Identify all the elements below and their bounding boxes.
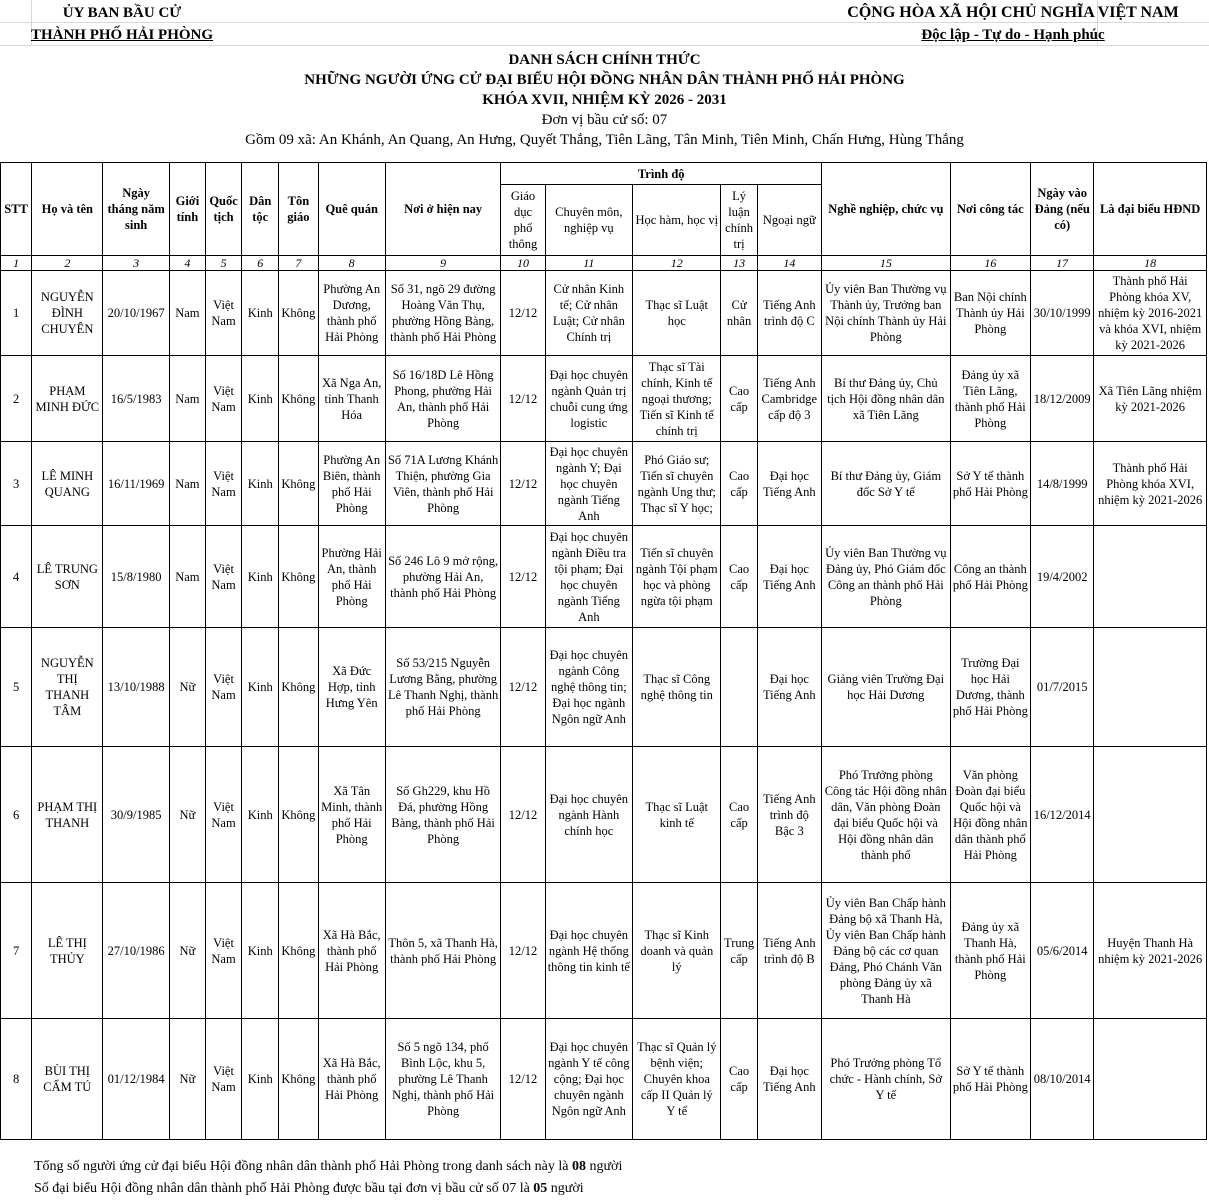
cell-residence: Số 246 Lô 9 mở rộng, phường Hải An, thành phố Hải Phòng [385, 526, 501, 628]
cell-dob: 15/8/1980 [103, 526, 169, 628]
cell-language: Tiếng Anh trình độ C [757, 271, 821, 356]
cell-stt: 1 [1, 271, 32, 356]
col-header-specialty: Chuyên môn, nghiệp vụ [545, 185, 632, 256]
cell-residence: Số 71A Lương Khánh Thiện, phường Gia Viên, thành phố Hải Phòng [385, 442, 501, 526]
cell-delegate: Thành phố Hải Phòng khóa XV, nhiệm kỳ 2016-2021 và khóa XVI, nhiệm kỳ 2021-2026 [1094, 271, 1207, 356]
cell-workplace: Đảng ủy xã Tiên Lãng, thành phố Hải Phòng [950, 356, 1030, 442]
col-header-party-date: Ngày vào Đảng (nếu có) [1031, 163, 1094, 256]
cell-occupation: Ủy viên Ban Chấp hành Đảng bộ xã Thanh Hà, Ủy viên Ban Chấp hành Đảng bộ các cơ quan Đảng, Phó Chánh Văn phòng Đảng ủy xã Thanh Hà [822, 883, 951, 1019]
cell-religion: Không [279, 271, 318, 356]
column-number-row [1, 256, 1207, 271]
cell-delegate [1094, 526, 1207, 628]
cell-delegate: Xã Tiên Lãng nhiệm kỳ 2021-2026 [1094, 356, 1207, 442]
cell-language: Tiếng Anh trình độ Bậc 3 [757, 747, 821, 883]
cell-gender: Nữ [169, 883, 205, 1019]
cell-ethnicity: Kinh [242, 628, 279, 747]
table-row [1, 628, 1207, 747]
column-number: 5 [205, 256, 241, 271]
cell-ethnicity: Kinh [242, 271, 279, 356]
cell-nationality: Việt Nam [205, 883, 241, 1019]
cell-political: Cao cấp [721, 526, 757, 628]
cell-ethnicity: Kinh [242, 747, 279, 883]
cell-religion: Không [279, 883, 318, 1019]
cell-dob: 30/9/1985 [103, 747, 169, 883]
cell-residence: Số Gh229, khu Hồ Đá, phường Hồng Bàng, thành phố Hải Phòng [385, 747, 501, 883]
table-row [1, 442, 1207, 526]
footer-line2-text: Số đại biểu Hội đồng nhân dân thành phố Hải Phòng được bầu tại đơn vị bầu cử số 07 là [34, 1181, 534, 1196]
column-number: 7 [279, 256, 318, 271]
cell-ethnicity: Kinh [242, 442, 279, 526]
col-header-nationality: Quốc tịch [205, 163, 241, 256]
cell-hometown: Xã Nga An, tỉnh Thanh Hóa [318, 356, 385, 442]
col-header-residence: Nơi ở hiện nay [385, 163, 501, 256]
cell-nationality: Việt Nam [205, 628, 241, 747]
cell-political: Cao cấp [721, 442, 757, 526]
column-number: 13 [721, 256, 757, 271]
cell-degree: Thạc sĩ Kinh doanh và quản lý [633, 883, 721, 1019]
cell-political: Trung cấp [721, 883, 757, 1019]
cell-language: Tiếng Anh trình độ B [757, 883, 821, 1019]
cell-specialty: Cử nhân Kinh tế; Cử nhân Luật; Cử nhân Chính trị [545, 271, 632, 356]
column-number: 12 [633, 256, 721, 271]
cell-name: NGUYỄN THỊ THANH TÂM [32, 628, 103, 747]
cell-residence: Số 31, ngõ 29 đường Hoàng Văn Thụ, phường Hồng Bàng, thành phố Hải Phòng [385, 271, 501, 356]
col-header-education: Trình độ [501, 163, 822, 185]
cell-general-edu: 12/12 [501, 628, 545, 747]
header-left-line1: ỦY BAN BẦU CỬ [62, 5, 182, 21]
cell-religion: Không [279, 1019, 318, 1140]
col-header-degree: Học hàm, học vị [633, 185, 721, 256]
header-row [1, 163, 1207, 185]
cell-workplace: Sở Y tế thành phố Hải Phòng [950, 442, 1030, 526]
header-left-line2: THÀNH PHỐ HẢI PHÒNG [30, 27, 214, 43]
cell-gender: Nữ [169, 628, 205, 747]
cell-stt: 6 [1, 747, 32, 883]
cell-gender: Nam [169, 356, 205, 442]
table-row [1, 356, 1207, 442]
column-number: 9 [385, 256, 501, 271]
cell-general-edu: 12/12 [501, 271, 545, 356]
cell-occupation: Giảng viên Trường Đại học Hải Dương [822, 628, 951, 747]
cell-name: PHẠM THỊ THANH [32, 747, 103, 883]
col-header-name: Họ và tên [32, 163, 103, 256]
cell-degree: Thạc sĩ Luật học [633, 271, 721, 356]
cell-name: BÙI THỊ CẨM TÚ [32, 1019, 103, 1140]
cell-gender: Nam [169, 442, 205, 526]
cell-nationality: Việt Nam [205, 526, 241, 628]
header-left [22, 2, 222, 46]
table-row [1, 883, 1207, 1019]
cell-language: Tiếng Anh Cambridge cấp độ 3 [757, 356, 821, 442]
cell-language: Đại học Tiếng Anh [757, 1019, 821, 1140]
candidate-table [0, 162, 1207, 1140]
column-number: 18 [1094, 256, 1207, 271]
footer-line2-number: 05 [533, 1181, 548, 1196]
cell-party-date: 18/12/2009 [1031, 356, 1094, 442]
cell-party-date: 05/6/2014 [1031, 883, 1094, 1019]
cell-name: LÊ TRUNG SƠN [32, 526, 103, 628]
cell-gender: Nữ [169, 1019, 205, 1140]
col-header-political: Lý luận chính trị [721, 185, 757, 256]
header-right [840, 2, 1186, 46]
cell-residence: Số 16/18D Lê Hồng Phong, phường Hải An, thành phố Hải Phòng [385, 356, 501, 442]
cell-general-edu: 12/12 [501, 526, 545, 628]
cell-degree: Phó Giáo sư; Tiến sĩ chuyên ngành Ung thư; Thạc sĩ Y học; [633, 442, 721, 526]
cell-party-date: 14/8/1999 [1031, 442, 1094, 526]
col-header-gender: Giới tính [169, 163, 205, 256]
cell-specialty: Đại học chuyên ngành Điều tra tội phạm; Đại học chuyên ngành Tiếng Anh [545, 526, 632, 628]
cell-occupation: Bí thư Đảng ủy, Giám đốc Sở Y tế [822, 442, 951, 526]
cell-ethnicity: Kinh [242, 526, 279, 628]
cell-workplace: Trường Đại học Hải Dương, thành phố Hải Phòng [950, 628, 1030, 747]
col-header-general-edu: Giáo dục phổ thông [501, 185, 545, 256]
title-line4: Đơn vị bầu cử số: 07 [541, 112, 668, 128]
column-number: 1 [1, 256, 32, 271]
title-line1: DANH SÁCH CHÍNH THỨC [508, 52, 701, 68]
cell-stt: 8 [1, 1019, 32, 1140]
document-title [0, 50, 1209, 150]
col-header-ethnicity: Dân tộc [242, 163, 279, 256]
title-line2: NHỮNG NGƯỜI ỨNG CỬ ĐẠI BIỂU HỘI ĐỒNG NHÂN DÂN THÀNH PHỐ HẢI PHÒNG [304, 72, 905, 88]
table-row [1, 747, 1207, 883]
cell-political [721, 628, 757, 747]
cell-language: Đại học Tiếng Anh [757, 628, 821, 747]
cell-language: Đại học Tiếng Anh [757, 442, 821, 526]
column-number: 11 [545, 256, 632, 271]
cell-political: Cử nhân [721, 271, 757, 356]
cell-language: Đại học Tiếng Anh [757, 526, 821, 628]
cell-delegate [1094, 747, 1207, 883]
cell-political: Cao cấp [721, 747, 757, 883]
cell-ethnicity: Kinh [242, 1019, 279, 1140]
cell-hometown: Phường Hải An, thành phố Hải Phòng [318, 526, 385, 628]
cell-delegate: Thành phố Hải Phòng khóa XVI, nhiệm kỳ 2021-2026 [1094, 442, 1207, 526]
cell-gender: Nữ [169, 747, 205, 883]
cell-stt: 4 [1, 526, 32, 628]
footer-line1-text: Tổng số người ứng cử đại biểu Hội đồng nhân dân thành phố Hải Phòng trong danh sách này là [34, 1159, 572, 1174]
cell-specialty: Đại học chuyên ngành Y; Đại học chuyên ngành Tiếng Anh [545, 442, 632, 526]
cell-specialty: Đại học chuyên ngành Y tế công cộng; Đại học chuyên ngành Ngôn ngữ Anh [545, 1019, 632, 1140]
cell-stt: 3 [1, 442, 32, 526]
cell-dob: 13/10/1988 [103, 628, 169, 747]
cell-dob: 27/10/1986 [103, 883, 169, 1019]
cell-nationality: Việt Nam [205, 271, 241, 356]
column-number: 10 [501, 256, 545, 271]
column-number: 14 [757, 256, 821, 271]
footer-line1-suffix: người [585, 1159, 623, 1174]
col-header-stt: STT [1, 163, 32, 256]
cell-workplace: Công an thành phố Hải Phòng [950, 526, 1030, 628]
cell-residence: Số 5 ngõ 134, phố Bình Lộc, khu 5, phường Lê Thanh Nghị, thành phố Hải Phòng [385, 1019, 501, 1140]
cell-gender: Nam [169, 271, 205, 356]
cell-delegate [1094, 628, 1207, 747]
cell-political: Cao cấp [721, 1019, 757, 1140]
cell-dob: 20/10/1967 [103, 271, 169, 356]
cell-degree: Thạc sĩ Tài chính, Kinh tế ngoại thương; Tiến sĩ Kinh tế chính trị [633, 356, 721, 442]
cell-nationality: Việt Nam [205, 442, 241, 526]
cell-religion: Không [279, 747, 318, 883]
cell-nationality: Việt Nam [205, 747, 241, 883]
col-header-religion: Tôn giáo [279, 163, 318, 256]
cell-dob: 01/12/1984 [103, 1019, 169, 1140]
cell-general-edu: 12/12 [501, 442, 545, 526]
column-number: 16 [950, 256, 1030, 271]
col-header-language: Ngoại ngữ [757, 185, 821, 256]
col-header-hometown: Quê quán [318, 163, 385, 256]
title-line3: KHÓA XVII, NHIỆM KỲ 2026 - 2031 [482, 92, 727, 108]
column-number: 8 [318, 256, 385, 271]
cell-religion: Không [279, 526, 318, 628]
cell-religion: Không [279, 628, 318, 747]
cell-party-date: 19/4/2002 [1031, 526, 1094, 628]
title-line5: Gồm 09 xã: An Khánh, An Quang, An Hưng, Quyết Thắng, Tiên Lãng, Tân Minh, Tiên Minh, Chấn Hưng, Hùng Thắng [245, 132, 964, 148]
footer [34, 1156, 622, 1200]
col-header-workplace: Nơi công tác [950, 163, 1030, 256]
cell-party-date: 16/12/2014 [1031, 747, 1094, 883]
cell-general-edu: 12/12 [501, 356, 545, 442]
cell-stt: 5 [1, 628, 32, 747]
cell-political: Cao cấp [721, 356, 757, 442]
column-number: 3 [103, 256, 169, 271]
cell-general-edu: 12/12 [501, 1019, 545, 1140]
col-header-dob: Ngày tháng năm sinh [103, 163, 169, 256]
cell-hometown: Xã Đức Hợp, tỉnh Hưng Yên [318, 628, 385, 747]
cell-party-date: 01/7/2015 [1031, 628, 1094, 747]
cell-nationality: Việt Nam [205, 1019, 241, 1140]
column-number: 15 [822, 256, 951, 271]
footer-total-candidates [34, 1156, 622, 1178]
column-number: 6 [242, 256, 279, 271]
cell-occupation: Bí thư Đảng ủy, Chủ tịch Hội đồng nhân dân xã Tiên Lãng [822, 356, 951, 442]
table-body [1, 271, 1207, 1140]
cell-delegate: Huyện Thanh Hà nhiệm kỳ 2021-2026 [1094, 883, 1207, 1019]
cell-specialty: Đại học chuyên ngành Quản trị chuỗi cung ứng logistic [545, 356, 632, 442]
cell-hometown: Xã Tân Minh, thành phố Hải Phòng [318, 747, 385, 883]
cell-workplace: Ban Nội chính Thành ủy Hải Phòng [950, 271, 1030, 356]
cell-name: LÊ MINH QUANG [32, 442, 103, 526]
column-number: 4 [169, 256, 205, 271]
header-right-line2: Độc lập - Tự do - Hạnh phúc [921, 27, 1105, 43]
cell-hometown: Xã Hà Bắc, thành phố Hải Phòng [318, 1019, 385, 1140]
cell-name: NGUYỄN ĐÌNH CHUYÊN [32, 271, 103, 356]
column-number: 2 [32, 256, 103, 271]
table-row [1, 526, 1207, 628]
cell-general-edu: 12/12 [501, 747, 545, 883]
cell-delegate [1094, 1019, 1207, 1140]
col-header-delegate: Là đại biểu HĐND [1094, 163, 1207, 256]
cell-workplace: Đảng ủy xã Thanh Hà, thành phố Hải Phòng [950, 883, 1030, 1019]
cell-religion: Không [279, 442, 318, 526]
footer-line2-suffix: người [547, 1181, 584, 1196]
cell-general-edu: 12/12 [501, 883, 545, 1019]
table-row [1, 1019, 1207, 1140]
cell-stt: 7 [1, 883, 32, 1019]
col-header-occupation: Nghề nghiệp, chức vụ [822, 163, 951, 256]
cell-specialty: Đại học chuyên ngành Công nghệ thông tin; Đại học ngành Ngôn ngữ Anh [545, 628, 632, 747]
cell-degree: Tiến sĩ chuyên ngành Tội phạm học và phòng ngừa tội phạm [633, 526, 721, 628]
cell-name: LÊ THỊ THỦY [32, 883, 103, 1019]
cell-ethnicity: Kinh [242, 356, 279, 442]
cell-degree: Thạc sĩ Luật kinh tế [633, 747, 721, 883]
cell-hometown: Phường An Biên, thành phố Hải Phòng [318, 442, 385, 526]
cell-occupation: Ủy viên Ban Thường vụ Thành ủy, Trưởng ban Nội chính Thành ủy Hải Phòng [822, 271, 951, 356]
cell-party-date: 08/10/2014 [1031, 1019, 1094, 1140]
cell-ethnicity: Kinh [242, 883, 279, 1019]
cell-specialty: Đại học chuyên ngành Hệ thống thông tin kinh tế [545, 883, 632, 1019]
cell-stt: 2 [1, 356, 32, 442]
cell-occupation: Phó Trưởng phòng Công tác Hội đồng nhân dân, Văn phòng Đoàn đại biểu Quốc hội và Hội đồng nhân dân thành phố [822, 747, 951, 883]
cell-degree: Thạc sĩ Công nghệ thông tin [633, 628, 721, 747]
cell-gender: Nam [169, 526, 205, 628]
cell-workplace: Sở Y tế thành phố Hải Phòng [950, 1019, 1030, 1140]
cell-workplace: Văn phòng Đoàn đại biểu Quốc hội và Hội đồng nhân dân thành phố Hải Phòng [950, 747, 1030, 883]
cell-specialty: Đại học chuyên ngành Hành chính học [545, 747, 632, 883]
cell-residence: Thôn 5, xã Thanh Hà, thành phố Hải Phòng [385, 883, 501, 1019]
cell-occupation: Phó Trưởng phòng Tổ chức - Hành chính, Sở Y tế [822, 1019, 951, 1140]
cell-party-date: 30/10/1999 [1031, 271, 1094, 356]
cell-dob: 16/5/1983 [103, 356, 169, 442]
cell-dob: 16/11/1969 [103, 442, 169, 526]
cell-occupation: Ủy viên Ban Thường vụ Đảng ủy, Phó Giám đốc Công an thành phố Hải Phòng [822, 526, 951, 628]
cell-religion: Không [279, 356, 318, 442]
cell-name: PHẠM MINH ĐỨC [32, 356, 103, 442]
cell-nationality: Việt Nam [205, 356, 241, 442]
column-number: 17 [1031, 256, 1094, 271]
cell-degree: Thạc sĩ Quản lý bệnh viện; Chuyên khoa cấp II Quản lý Y tế [633, 1019, 721, 1140]
cell-residence: Số 53/215 Nguyễn Lương Bằng, phường Lê Thanh Nghị, thành phố Hải Phòng [385, 628, 501, 747]
footer-line1-number: 08 [571, 1159, 586, 1174]
table-row [1, 271, 1207, 356]
header-right-line1: CỘNG HÒA XÃ HỘI CHỦ NGHĨA VIỆT NAM [847, 4, 1179, 21]
cell-hometown: Phường An Dương, thành phố Hải Phòng [318, 271, 385, 356]
cell-hometown: Xã Hà Bắc, thành phố Hải Phòng [318, 883, 385, 1019]
